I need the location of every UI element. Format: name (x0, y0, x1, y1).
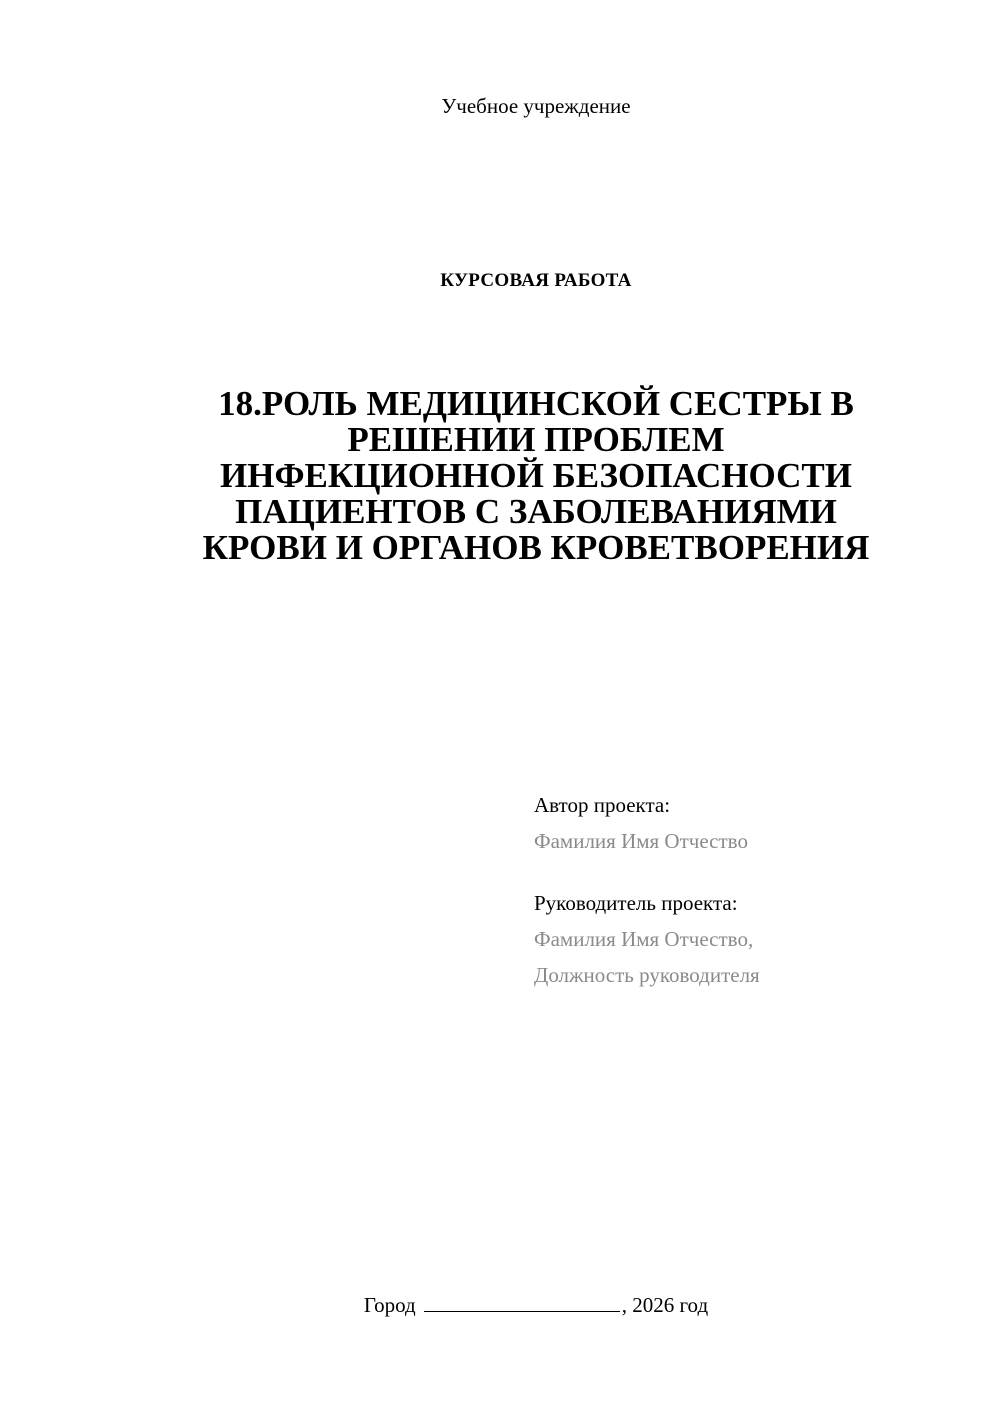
city-label: Город (363, 1293, 416, 1317)
city-blank-line (424, 1289, 620, 1312)
work-title-line: РЕШЕНИИ ПРОБЛЕМ (347, 420, 725, 459)
work-title-line: ПАЦИЕНТОВ С ЗАБОЛЕВАНИЯМИ (235, 492, 837, 531)
supervisor-label: Руководитель проекта: (534, 891, 738, 915)
year-text: , 2026 год (621, 1293, 709, 1317)
work-title (100, 386, 972, 566)
author-label: Автор проекта: (534, 793, 671, 817)
authors-block (534, 787, 974, 993)
author-name-placeholder: Фамилия Имя Отчество (534, 829, 748, 853)
supervisor-position-placeholder: Должность руководителя (534, 963, 760, 987)
work-title-line: 18.РОЛЬ МЕДИЦИНСКОЙ СЕСТРЫ В (218, 384, 854, 423)
work-title-line: ИНФЕКЦИОННОЙ БЕЗОПАСНОСТИ (220, 456, 852, 495)
supervisor-name-placeholder: Фамилия Имя Отчество, (534, 927, 754, 951)
institution-name: Учебное учреждение (441, 94, 631, 118)
work-title-line: КРОВИ И ОРГАНОВ КРОВЕТВОРЕНИЯ (202, 528, 870, 567)
work-type-heading: КУРСОВАЯ РАБОТА (440, 270, 632, 291)
city-year-line (0, 1289, 1000, 1320)
